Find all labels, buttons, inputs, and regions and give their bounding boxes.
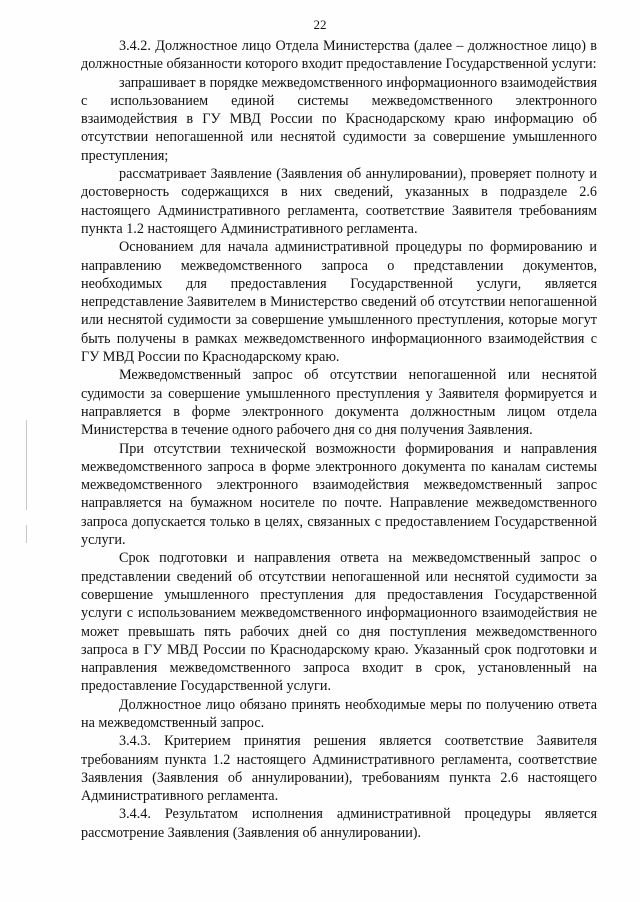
page-number: 22 — [313, 17, 327, 32]
paragraph-interagency-request: Межведомственный запрос об отсутствии непогашенной или неснятой судимости за совершение умышленного преступления у Заявителя формируется и направляется в форме электронного документа должностным лицом отдела Министерства в течение одного рабочего дня со дня получения Заявления. — [81, 367, 597, 439]
paragraph-request-info: запрашивает в порядке межведомственного информационного взаимодействия с использованием единой системы межведомственного электронного взаимодействия в ГУ МВД России по Краснодарскому краю информацию об отсутствии непогашенной или неснятой судимости за совершение умышленного преступления; — [81, 74, 597, 164]
paragraph-response-deadline: Срок подготовки и направления ответа на межведомственный запрос о представлении сведений об отсутствии непогашенной или неснятой судимости за совершение умышленного преступления для предоставления Государственной услуги с использованием межведомственного информационного взаимодействия не может превышать пять рабочих дней со дня поступления межведомственного запроса в ГУ МВД России по Краснодарскому краю. Указанный срок подготовки и направления межведомственного запроса входит в срок, установленный на предоставление Государственной услуги. — [81, 550, 597, 695]
paragraph-3-4-4: 3.4.4. Результатом исполнения административной процедуры является рассмотрение Заявления (Заявления об аннулировании). — [81, 806, 597, 841]
paragraph-3-4-2: 3.4.2. Должностное лицо Отдела Министерства (далее – должностное лицо) в должностные обязанности которого входит предоставление Государственной услуги: — [81, 38, 597, 73]
paragraph-procedure-basis: Основанием для начала административной процедуры по формированию и направлению межведомственного запроса о представлении документов, необходимых для предоставления Государственной услуги, является непредставление Заявителем в Министерство сведений об отсутствии непогашенной или неснятой судимости за совершение умышленного преступления, которые могут быть получены в рамках межведомственного информационного взаимодействия с ГУ МВД России по Краснодарскому краю. — [81, 239, 597, 366]
paragraph-3-4-3: 3.4.3. Критерием принятия решения является соответствие Заявителя требованиям пункта 1.2 настоящего Административного регламента, соответствие Заявления (Заявления об аннулировании), требованиям пункта 2.6 настоящего Административного регламента. — [81, 733, 597, 805]
paragraph-official-duty: Должностное лицо обязано принять необходимые меры по получению ответа на межведомственный запрос. — [81, 696, 597, 731]
paragraph-review-application: рассматривает Заявление (Заявления об аннулировании), проверяет полноту и достоверность содержащихся в них сведений, указанных в подразделе 2.6 настоящего Административного регламента, соответствие Заявителя требованиям пункта 1.2 настоящего Административного регламента. — [81, 166, 597, 237]
paragraph-no-technical-means: При отсутствии технической возможности формирования и направления межведомственного запроса в форме электронного документа по каналам системы межведомственного электронного взаимодействия межведомственный запрос направляется на бумажном носителе по почте. Направление межведомственного запроса допускается только в целях, связанных с предоставлением Государственной услуги. — [81, 440, 597, 549]
scan-margin-mark — [26, 525, 27, 543]
scan-margin-mark — [26, 420, 27, 510]
document-body — [81, 37, 597, 842]
